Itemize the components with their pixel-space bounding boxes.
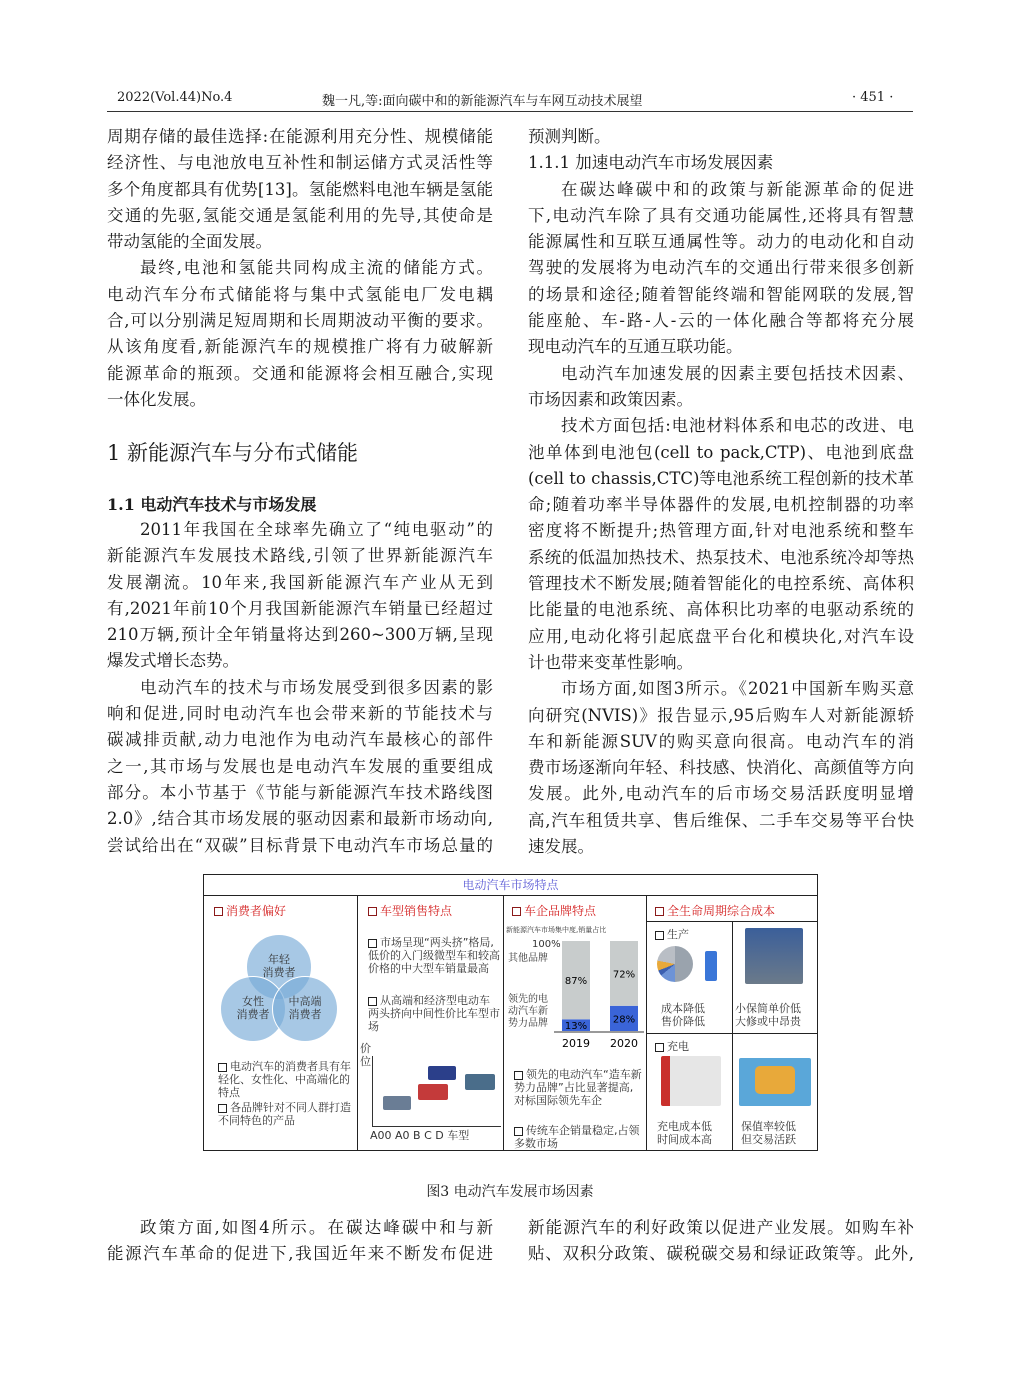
bar-chart xyxy=(554,941,644,1061)
text-line: 车和新能源SUV的购买意向很高。电动汽车的消 xyxy=(528,731,914,751)
consumer-bullet-1: 电动汽车的消费者具有年轻化、女性化、中高端化的特点 xyxy=(218,1060,351,1099)
resale-image xyxy=(739,1058,811,1106)
text-line: 碳减排贡献,动力电池作为电动汽车最核心的部件 xyxy=(107,730,493,750)
text-line: 交通的先驱,氢能交通是氢能利用的先导,其使命是 xyxy=(107,205,493,225)
right-column xyxy=(528,124,914,860)
text-line: 市场方面,如图3所示。《2021中国新车购买意 xyxy=(561,679,914,699)
paragraph xyxy=(528,177,914,361)
journal-issue: 2022(Vol.44)No.4 xyxy=(117,90,233,105)
venn-high-end: 中高端 消费者 xyxy=(272,976,338,1042)
charging-text: 充电成本低 时间成本高 xyxy=(657,1120,712,1146)
page-number: · 451 · xyxy=(852,90,894,105)
left-column-top xyxy=(107,124,493,413)
text-line: 之一,其市场与发展也是电动汽车发展的重要组成 xyxy=(107,756,493,776)
text-line: 多个角度都具有优势[13]。氢能燃料电池车辆是氢能 xyxy=(107,179,493,199)
model-axis-label: A00 A0 B C D 车型 xyxy=(370,1129,470,1142)
left-column-bottom xyxy=(107,517,493,859)
text-line: 尝试给出在“双碳”目标背景下电动汽车市场总量的 xyxy=(107,835,493,855)
tco-heading: 全生命周期综合成本 xyxy=(655,902,775,919)
paragraph xyxy=(528,1215,914,1268)
text-line: 能座舱、车-路-人-云的一体化融合等都将充分展 xyxy=(528,311,914,331)
text-line: 从该角度看,新能源汽车的规模推广将有力破解新 xyxy=(107,337,493,357)
bar-label: 13% xyxy=(564,1021,588,1033)
text-line: 计也带来变革性影响。 xyxy=(528,652,693,672)
consumer-bullet-2: 各品牌针对不同人群打造不同特色的产品 xyxy=(218,1101,351,1127)
bottom-right-column xyxy=(528,1215,914,1268)
production-text: 成本降低 售价降低 xyxy=(661,1002,705,1028)
paragraph xyxy=(528,676,914,860)
figure-title: 电动汽车市场特点 xyxy=(204,875,817,896)
garage-image xyxy=(745,928,803,984)
text-line: 经济性、与电池放电互补性和制运储方式灵活性等 xyxy=(107,153,493,173)
consumer-panel xyxy=(204,896,358,1150)
text-line: 2.0》,结合其市场发展的驱动因素和最新市场动向, xyxy=(107,809,493,829)
car-image xyxy=(428,1066,456,1080)
price-model-plot xyxy=(372,1056,501,1127)
bar-label: 87% xyxy=(564,976,588,988)
bar-chart-title: 新能源汽车市场集中度,销量占比 xyxy=(506,926,607,934)
bar-label: 28% xyxy=(612,1014,636,1026)
text-line: 2011年我国在全球率先确立了“纯电驱动”的 xyxy=(140,520,493,539)
label-100: 100% xyxy=(532,939,561,950)
figure-3 xyxy=(203,874,818,1151)
text-line: 下,电动汽车除了具有交通功能属性,还将具有智慧 xyxy=(528,205,914,225)
cost-bar-icon xyxy=(705,951,717,981)
text-line: 的场景和途径;随着智能终端和智能网联的发展,智 xyxy=(528,284,914,304)
text-line: 电动汽车加速发展的因素主要包括技术因素、 xyxy=(561,363,914,383)
brands-bullet-1: 领先的电动汽车“造车新势力品牌”占比显著提高,对标国际领先车企 xyxy=(514,1068,642,1107)
text-line: 一体化发展。 xyxy=(107,389,206,409)
text-line: 政策方面,如图4所示。在碳达峰碳中和与新 xyxy=(140,1218,493,1237)
paragraph xyxy=(528,361,914,414)
text-line: 密度将不断提升;热管理方面,针对电池系统和整车 xyxy=(528,521,914,541)
text-line: 预测判断。 xyxy=(528,127,611,146)
text-line: 爆发式增长态势。 xyxy=(107,651,239,671)
header-rule xyxy=(107,111,913,112)
x-tick-label: 2019 xyxy=(562,1037,590,1050)
production-label: 生产 xyxy=(655,928,689,941)
paragraph xyxy=(107,255,493,413)
cost-pie-icon xyxy=(657,946,693,982)
subsection-heading: 1.1 电动汽车技术与市场发展 xyxy=(107,495,317,514)
text-line: 最终,电池和氢能共同构成主流的储能方式。 xyxy=(140,258,493,278)
text-line: 周期存储的最佳选择:在能源利用充分性、规模储能 xyxy=(107,127,493,146)
text-line: 电动汽车分布式储能将与集中式氢能电厂发电耦 xyxy=(107,284,493,304)
text-line: 费市场逐渐向年轻、科技感、快消化、高颜值等方向 xyxy=(528,758,914,778)
text-line: 发展。此外,电动汽车的后市场交易活跃度明显增 xyxy=(528,784,914,804)
paragraph xyxy=(107,675,493,859)
text-line: 发展潮流。10年来,我国新能源汽车产业从无到 xyxy=(107,572,493,592)
text-line: 系统的低温加热技术、热泵技术、电池系统冷却等热 xyxy=(528,547,914,567)
text-line: 合,可以分别满足短周期和长周期波动平衡的要求。 xyxy=(107,311,493,331)
text-line: 能源革命的瓶颈。交通和能源将会相互融合,实现 xyxy=(107,363,493,383)
paragraph xyxy=(107,1215,493,1268)
text-line: 技术方面包括:电池材料体系和电芯的改进、电 xyxy=(561,416,914,436)
text-line: 新能源汽车的利好政策以促进产业发展。如购车补 xyxy=(528,1218,914,1237)
text-line: 向研究(NVIS)》报告显示,95后购车人对新能源轿 xyxy=(528,705,914,725)
price-axis-label: 价位 xyxy=(360,1042,371,1068)
text-line: 1.1.1 加速电动汽车市场发展因素 xyxy=(528,153,774,173)
tco-panel xyxy=(647,896,817,1150)
charging-image xyxy=(661,1056,721,1106)
venn-female: 女性 消费者 xyxy=(220,976,286,1042)
paragraph xyxy=(107,124,493,255)
text-line: 带动氢能的全面发展。 xyxy=(107,232,272,252)
car-image xyxy=(465,1074,495,1090)
text-line: 响和促进,同时电动汽车也会带来新的节能技术与 xyxy=(107,704,493,724)
models-bullet-1: 市场呈现“两头挤”格局,低价的入门级微型车和较高价格的中大型车销量最高 xyxy=(368,936,500,975)
text-line: 高,汽车租赁共享、售后维保、二手车交易等平台快 xyxy=(528,810,914,830)
paragraph xyxy=(528,413,914,676)
text-line: 池单体到电池包(cell to pack,CTP)、电池到底盘 xyxy=(528,442,914,462)
text-line: 比能量的电池系统、高体积比功率的电驱动系统的 xyxy=(528,600,914,620)
text-line: 现电动汽车的互通互联功能。 xyxy=(528,337,743,357)
text-line: (cell to chassis,CTC)等电池系统工程创新的技术革 xyxy=(528,468,914,488)
brands-heading: 车企品牌特点 xyxy=(512,902,596,919)
brands-bullet-2: 传统车企销量稳定,占领多数市场 xyxy=(514,1124,640,1150)
brands-panel xyxy=(504,896,647,1150)
models-bullet-2: 从高端和经济型电动车两头挤向中间性价比车型市场 xyxy=(368,994,500,1033)
text-line: 贴、双积分政策、碳税碳交易和绿证政策等。此外, xyxy=(528,1244,914,1264)
resale-text: 保值率较低 但交易活跃 xyxy=(741,1120,796,1146)
text-line: 市场因素和政策因素。 xyxy=(528,389,693,409)
car-image xyxy=(418,1084,448,1100)
paragraph xyxy=(107,517,493,675)
bottom-left-column xyxy=(107,1215,493,1268)
text-line: 能源汽车革命的促进下,我国近年来不断发布促进 xyxy=(107,1244,493,1264)
models-heading: 车型销售特点 xyxy=(368,902,452,919)
label-other-brands: 其他品牌 xyxy=(508,953,548,964)
text-line: 命;随着功率半导体器件的发展,电机控制器的功率 xyxy=(528,495,914,515)
paragraph xyxy=(528,124,914,150)
label-new-brands: 领先的电动汽车新势力品牌 xyxy=(508,994,548,1029)
car-image xyxy=(383,1096,411,1110)
running-title: 魏一凡,等:面向碳中和的新能源汽车与车网互动技术展望 xyxy=(322,94,643,109)
text-line: 210万辆,预计全年销量将达到260~300万辆,呈现 xyxy=(107,625,493,645)
figure-caption: 图3 电动汽车发展市场因素 xyxy=(426,1184,594,1200)
consumer-heading: 消费者偏好 xyxy=(214,902,286,919)
text-line: 速发展。 xyxy=(528,837,594,857)
text-line: 驾驶的发展将为电动汽车的交通出行带来很多创新 xyxy=(528,258,914,278)
x-tick-label: 2020 xyxy=(610,1037,638,1050)
text-line: 管理技术不断发展;随着智能化的电控系统、高体积 xyxy=(528,574,914,594)
models-panel xyxy=(358,896,504,1150)
text-line: 新能源汽车发展技术路线,引领了世界新能源汽车 xyxy=(107,546,493,566)
text-line: 应用,电动化将引起底盘平台化和模块化,对汽车设 xyxy=(528,626,914,646)
text-line: 能源属性和互联互通属性等。动力的电动化和自动 xyxy=(528,232,914,252)
venn-young: 年轻 消费者 xyxy=(246,934,312,1000)
text-line: 部分。本小节基于《节能与新能源汽车技术路线图 xyxy=(107,782,493,802)
text-line: 在碳达峰碳中和的政策与新能源革命的促进 xyxy=(561,179,914,199)
charging-label: 充电 xyxy=(655,1040,689,1053)
maintenance-text: 小保简单价低 大修或中昂贵 xyxy=(735,1002,801,1028)
section-heading: 1 新能源汽车与分布式储能 xyxy=(107,441,359,465)
text-line: 有,2021年前10个月我国新能源汽车销量已经超过 xyxy=(107,598,493,618)
paragraph xyxy=(528,150,914,176)
bar-label: 72% xyxy=(612,969,636,981)
text-line: 电动汽车的技术与市场发展受到很多因素的影 xyxy=(140,677,493,697)
